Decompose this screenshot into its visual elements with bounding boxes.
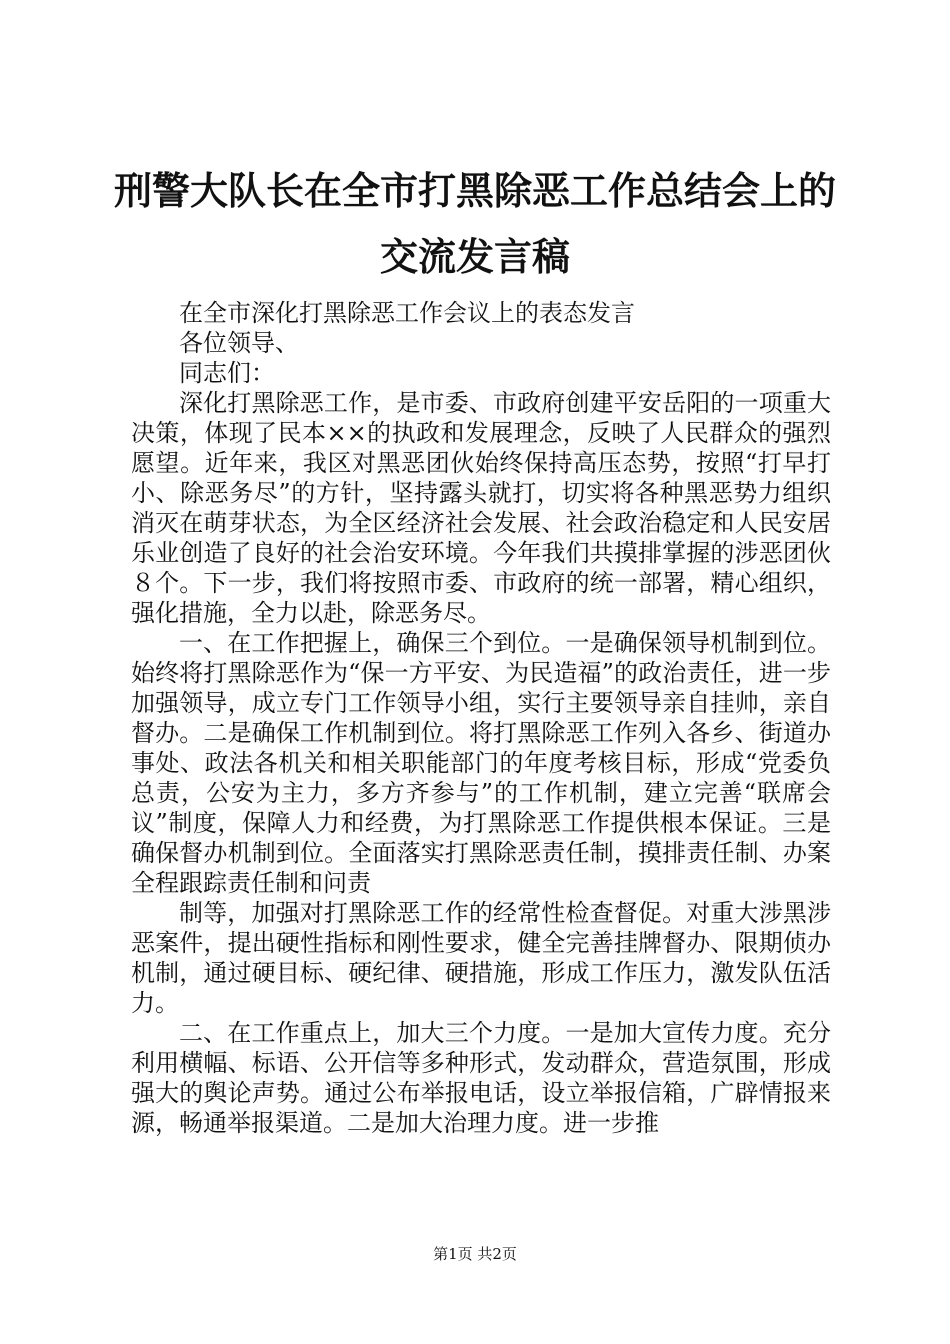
page-footer: 第1页 共2页 [433, 1245, 517, 1263]
paragraph-section-one-continued: 制等，加强对打黑除恶工作的经常性检查督促。对重大涉黑涉恶案件，提出硬性指标和刚性要求，健全完善挂牌督办、限期侦办机制，通过硬目标、硬纪律、硬措施，形成工作压力，激发队伍活力。 [131, 899, 831, 1017]
document-title: 刑警大队长在全市打黑除恶工作总结会上的交流发言稿 [113, 169, 836, 279]
paragraph-intro: 深化打黑除恶工作，是市委、市政府创建平安岳阳的一项重大决策，体现了民本××的执政和发展理念，反映了人民群众的强烈愿望。近年来，我区对黑恶团伙始终保持高压态势，按照“打早打小、除恶务尽”的方针，坚持露头就打，切实将各种黑恶势力组织消灭在萌芽状态，为全区经济社会发展、社会政治稳定和人民安居乐业创造了良好的社会治安环境。今年我们共摸排掌握的涉恶团伙８个。下一步，我们将按照市委、市政府的统一部署，精心组织，强化措施，全力以赴，除恶务尽。 [131, 389, 831, 627]
paragraph-salutation-comrades: 同志们： [179, 359, 275, 387]
paragraph-section-one: 一、在工作把握上，确保三个到位。一是确保领导机制到位。始终将打黑除恶作为“保一方平安、为民造福”的政治责任，进一步加强领导，成立专门工作领导小组，实行主要领导亲自挂帅，亲自督办。二是确保工作机制到位。将打黑除恶工作列入各乡、街道办事处、政法各机关和相关职能部门的年度考核目标，形成“党委负总责，公安为主力，多方齐参与”的工作机制，建立完善“联席会议”制度，保障人力和经费，为打黑除恶工作提供根本保证。三是确保督办机制到位。全面落实打黑除恶责任制，摸排责任制、办案全程跟踪责任制和问责 [131, 629, 831, 897]
paragraph-subtitle: 在全市深化打黑除恶工作会议上的表态发言 [179, 299, 635, 327]
paragraph-salutation-leaders: 各位领导、 [179, 329, 299, 357]
document-body [131, 298, 831, 1138]
paragraph-section-two: 二、在工作重点上，加大三个力度。一是加大宣传力度。充分利用横幅、标语、公开信等多种形式，发动群众，营造氛围，形成强大的舆论声势。通过公布举报电话，设立举报信箱，广辟情报来源，畅通举报渠道。二是加大治理力度。进一步推 [131, 1019, 831, 1137]
